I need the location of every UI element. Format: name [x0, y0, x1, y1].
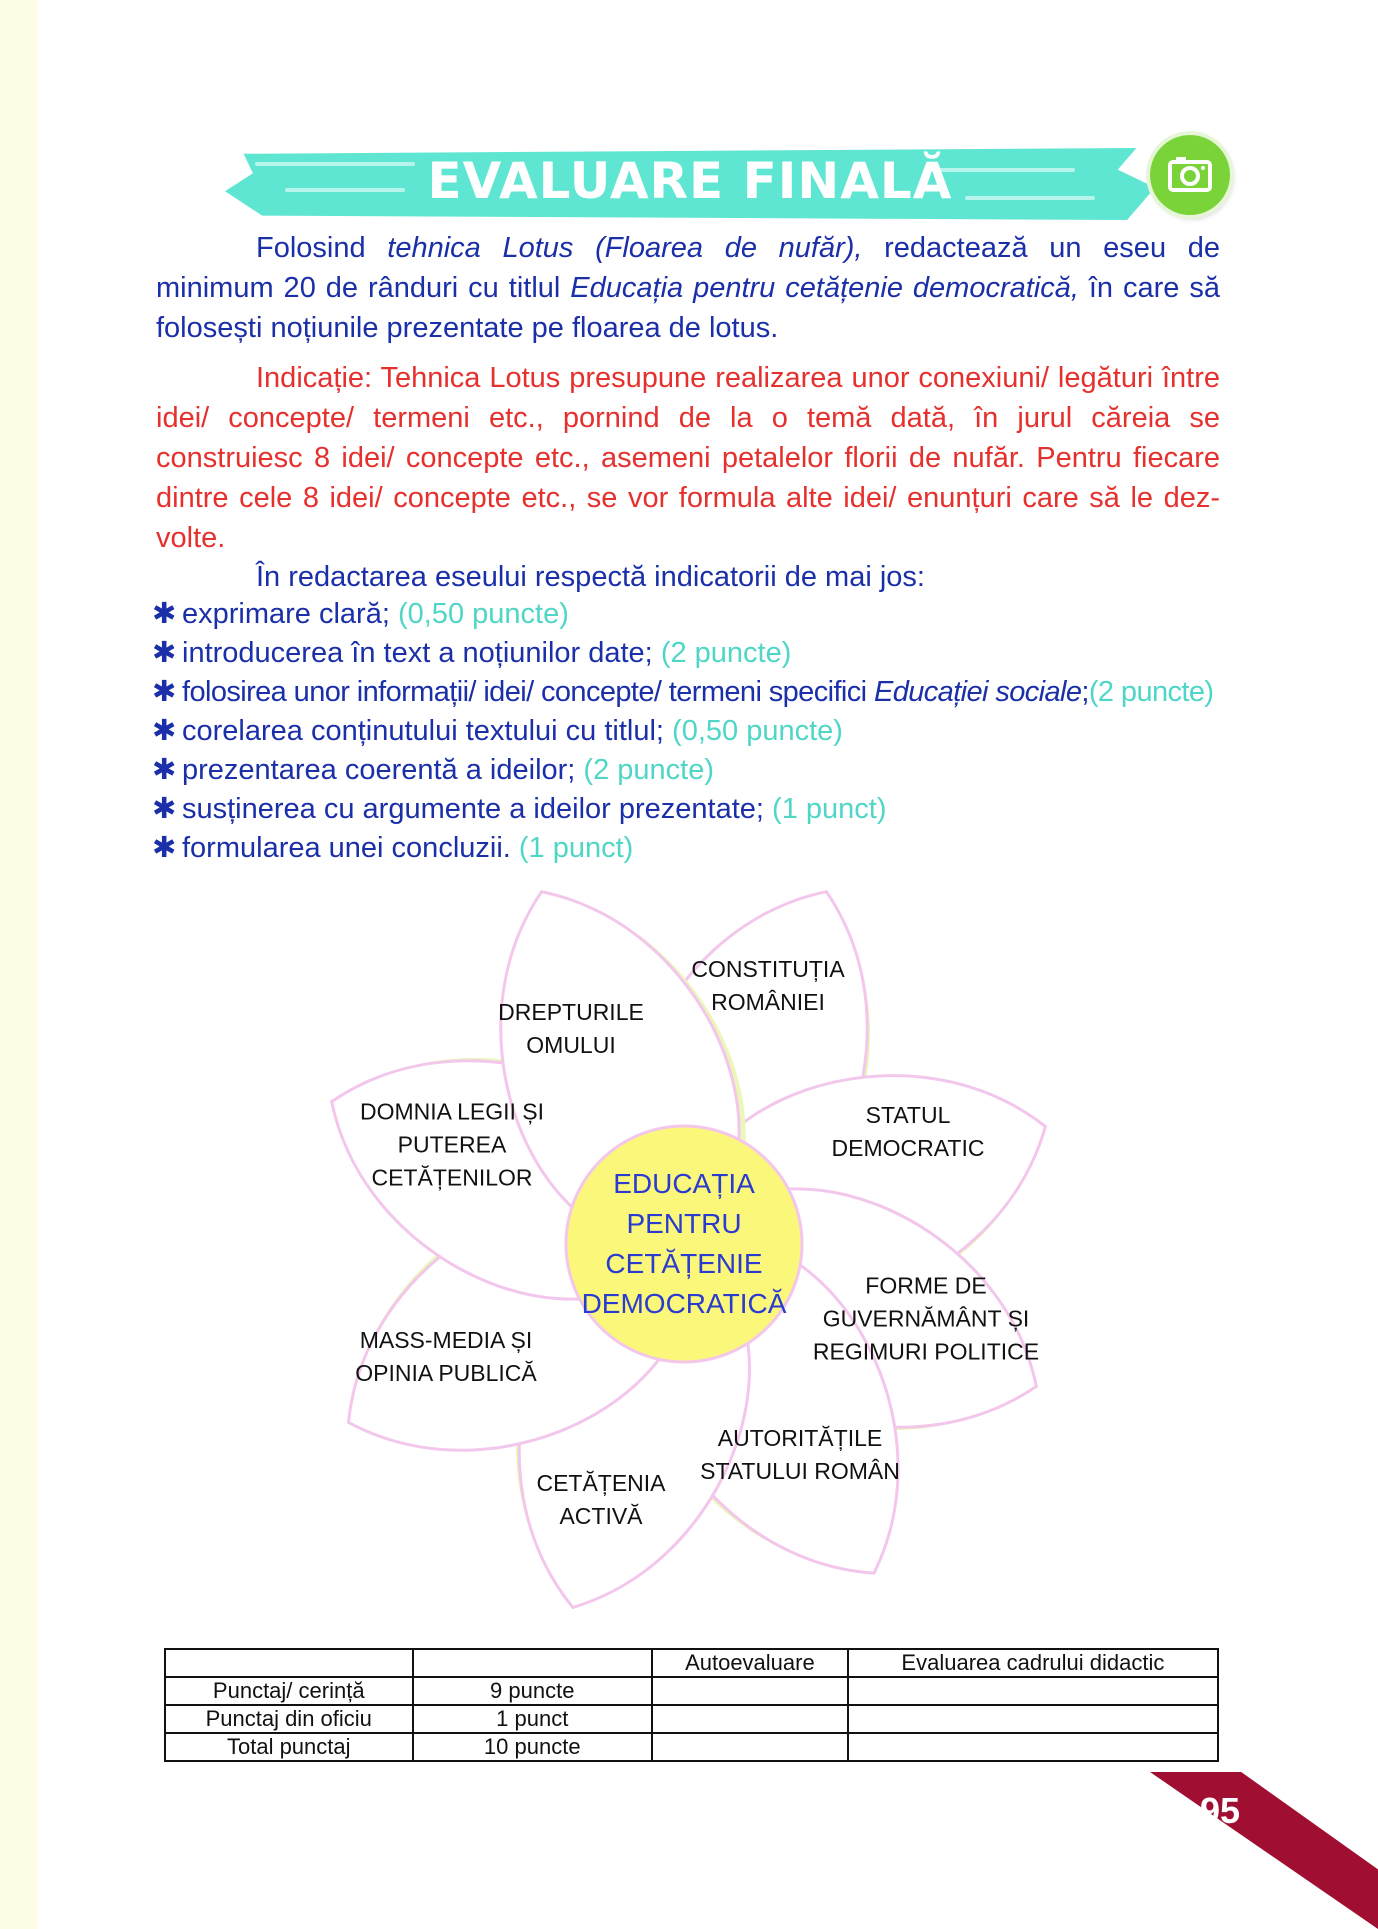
indication-paragraph: Indicație: Tehnica Lotus presupune realizarea unor conexiuni/ legături între idei/ concepte/ termeni etc., pornind de la o temă dată, în jurul căreia se construiesc 8 idei/ concepte etc., asemeni petalelor florii de nufăr. Pentru fiecare dintre cele 8 idei/ concepte etc., se vor formula alte idei/ enunțuri care să le dez-volte. — [156, 362, 1220, 554]
criteria-item: ✱ formularea unei concluzii. (1 punct) — [152, 829, 1232, 868]
score-table — [164, 1648, 1219, 1762]
criteria-item: ✱ exprimare clară; (0,50 puncte) — [152, 595, 1232, 634]
autoevaluare-cell[interactable] — [652, 1677, 848, 1705]
criteria-intro: În redactarea eseului respectă indicatorii de mai jos: — [256, 561, 925, 593]
star-icon: ✱ — [152, 598, 177, 630]
flower-center-label: EDUCAȚIA PENTRU CETĂȚENIE DEMOCRATICĂ — [581, 1168, 787, 1319]
petal-label-drepturile-omului: DREPTURILE OMULUI — [498, 999, 644, 1058]
petal-label-statul-democratic: STATUL DEMOCRATIC — [831, 1102, 985, 1161]
table-row: Total punctaj 10 puncte — [165, 1733, 1218, 1761]
petal-label-domnia-legii: DOMNIA LEGII ȘI PUTEREA CETĂȚENILOR — [359, 1098, 545, 1191]
criteria-item: ✱ corelarea conținutului textului cu titlul; (0,50 puncte) — [152, 712, 1232, 751]
teacher-evaluation-cell[interactable] — [848, 1677, 1218, 1705]
petal-label-cetatenia-activa: CETĂȚENIA ACTIVĂ — [536, 1470, 666, 1529]
autoevaluare-cell[interactable] — [652, 1733, 848, 1761]
table-row: Punctaj din oficiu 1 punct — [165, 1705, 1218, 1733]
star-icon: ✱ — [152, 754, 177, 786]
star-icon: ✱ — [152, 793, 177, 825]
criteria-item: ✱ folosirea unor informații/ idei/ concepte/ termeni specifici Educației sociale;(2 puncte) — [152, 673, 1232, 712]
page-number: 95 — [1200, 1790, 1241, 1831]
criteria-item: ✱ prezentarea coerentă a ideilor; (2 puncte) — [152, 751, 1232, 790]
task-paragraph: Folosind tehnica Lotus (Floarea de nufăr), redactează un eseu de minimum 20 de rânduri cu titlul Educația pentru cetățenie democratică, în care să folosești noțiunile prezentate pe floarea de lotus. — [156, 232, 1220, 344]
autoevaluare-cell[interactable] — [652, 1705, 848, 1733]
petal-label-constitutia: CONSTITUȚIA ROMÂNIEI — [691, 956, 845, 1015]
star-icon: ✱ — [152, 637, 177, 669]
star-icon: ✱ — [152, 832, 177, 864]
teacher-evaluation-cell[interactable] — [848, 1705, 1218, 1733]
petal-label-forme-guvernamant: FORME DE GUVERNĂMÂNT ȘI REGIMURI POLITICE — [812, 1272, 1040, 1365]
page-title: EVALUARE FINALĂ — [427, 152, 953, 210]
star-icon: ✱ — [152, 676, 176, 708]
table-header-row: Autoevaluare Evaluarea cadrului didactic — [165, 1649, 1218, 1677]
criteria-item: ✱ introducerea în text a noțiunilor date; (2 puncte) — [152, 634, 1232, 673]
table-row: Punctaj/ cerință 9 puncte — [165, 1677, 1218, 1705]
petal-label-mass-media: MASS-MEDIA ȘI OPINIA PUBLICĂ — [355, 1327, 537, 1386]
teacher-evaluation-cell[interactable] — [848, 1733, 1218, 1761]
star-icon: ✱ — [152, 715, 177, 747]
petal-label-autoritatile: AUTORITĂȚILE STATULUI ROMÂN — [700, 1425, 900, 1484]
criteria-item: ✱ susținerea cu argumente a ideilor prezentate; (1 punct) — [152, 790, 1232, 829]
